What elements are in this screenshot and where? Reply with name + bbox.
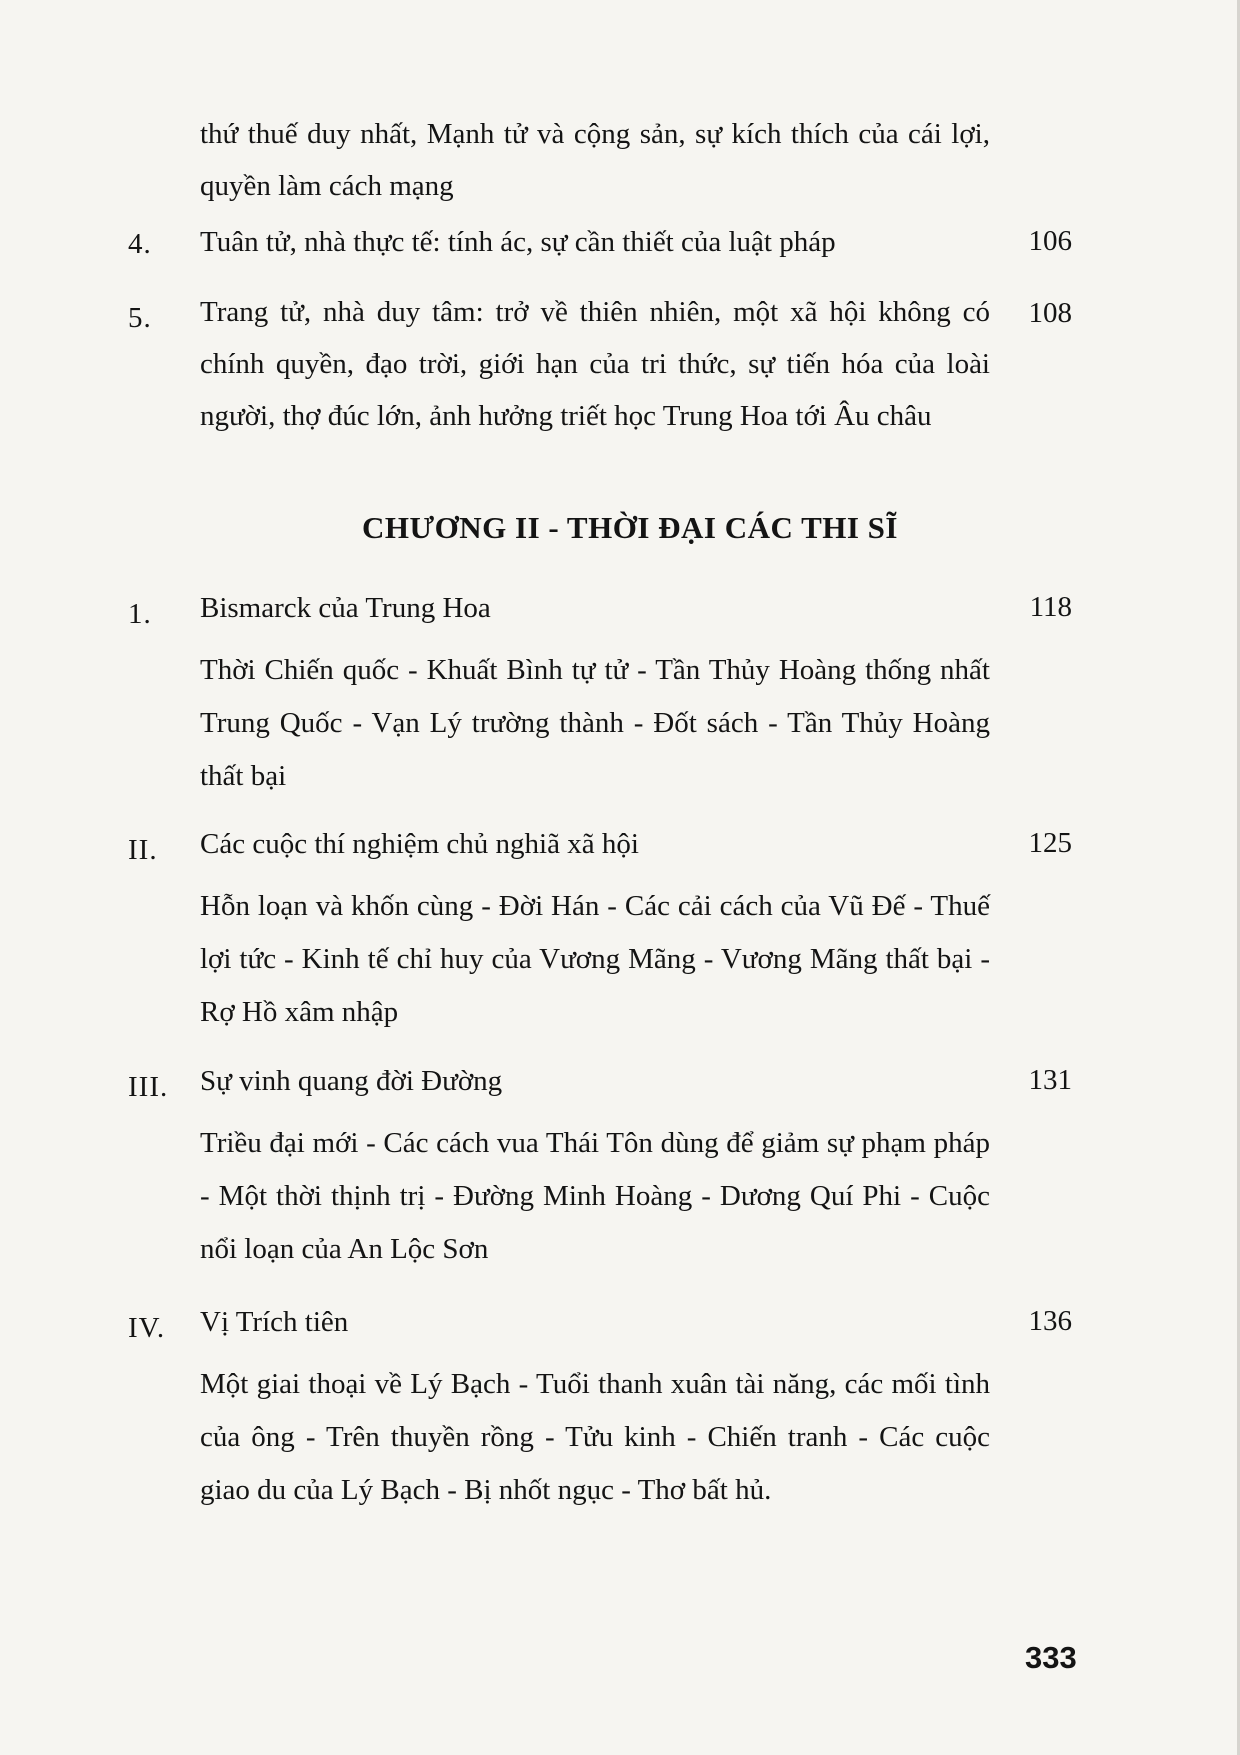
toc-entry-description: Một giai thoại về Lý Bạch - Tuổi thanh xuân tài năng, các mối tình của ông - Trên thuyền rồng - Tửu kinh - Chiến tranh - Các cuộc giao du của Lý Bạch - Bị nhốt ngục - Thơ bất hủ. [200,1368,990,1506]
toc-entry-description: Triều đại mới - Các cách vua Thái Tôn dùng để giảm sự phạm pháp - Một thời thịnh trị - Đường Minh Hoàng - Dương Quí Phi - Cuộc nổi loạn của An Lộc Sơn [200,1127,990,1265]
toc-entry-page: 118 [1029,591,1072,623]
toc-entry-number: 1. [128,598,152,630]
chapter-heading: CHƯƠNG II - THỜI ĐẠI CÁC THI SĨ [362,510,898,545]
page-number: 333 [1025,1640,1077,1675]
toc-entry-title: Sự vinh quang đời Đường [200,1065,503,1097]
toc-entry-page: 131 [1028,1064,1072,1096]
toc-entry-page: 108 [1028,297,1072,329]
toc-entry-page: 136 [1028,1305,1072,1337]
toc-entry-page: 125 [1028,827,1072,859]
toc-entry-number: II. [128,834,158,866]
toc-entry-title: Các cuộc thí nghiệm chủ nghiã xã hội [200,828,639,860]
toc-entry-title: Trang tử, nhà duy tâm: trở về thiên nhiên, một xã hội không có chính quyền, đạo trời, giới hạn của tri thức, sự tiến hóa của loài người, thợ đúc lớn, ảnh hưởng triết học Trung Hoa tới Âu châu [200,296,990,432]
toc-entry-title: Tuân tử, nhà thực tế: tính ác, sự cần thiết của luật pháp [200,226,836,258]
toc-entry-page: 106 [1028,225,1072,257]
toc-entry-number: 5. [128,302,152,334]
toc-entry-title: Bismarck của Trung Hoa [200,592,491,624]
toc-entry-number: III. [128,1071,169,1103]
toc-entry-description: Hỗn loạn và khốn cùng - Đời Hán - Các cải cách của Vũ Đế - Thuế lợi tức - Kinh tế chỉ huy của Vương Mãng - Vương Mãng thất bại - Rợ Hồ xâm nhập [200,890,990,1028]
toc-entry-title: Vị Trích tiên [200,1306,349,1338]
toc-entry-number: 4. [128,228,152,260]
toc-continuation-text: thứ thuế duy nhất, Mạnh tử và cộng sản, sự kích thích của cái lợi, quyền làm cách mạng [200,118,990,202]
toc-entry-description: Thời Chiến quốc - Khuất Bình tự tử - Tần Thủy Hoàng thống nhất Trung Quốc - Vạn Lý trường thành - Đốt sách - Tần Thủy Hoàng thất bại [200,654,990,792]
toc-entry-number: IV. [128,1312,166,1344]
